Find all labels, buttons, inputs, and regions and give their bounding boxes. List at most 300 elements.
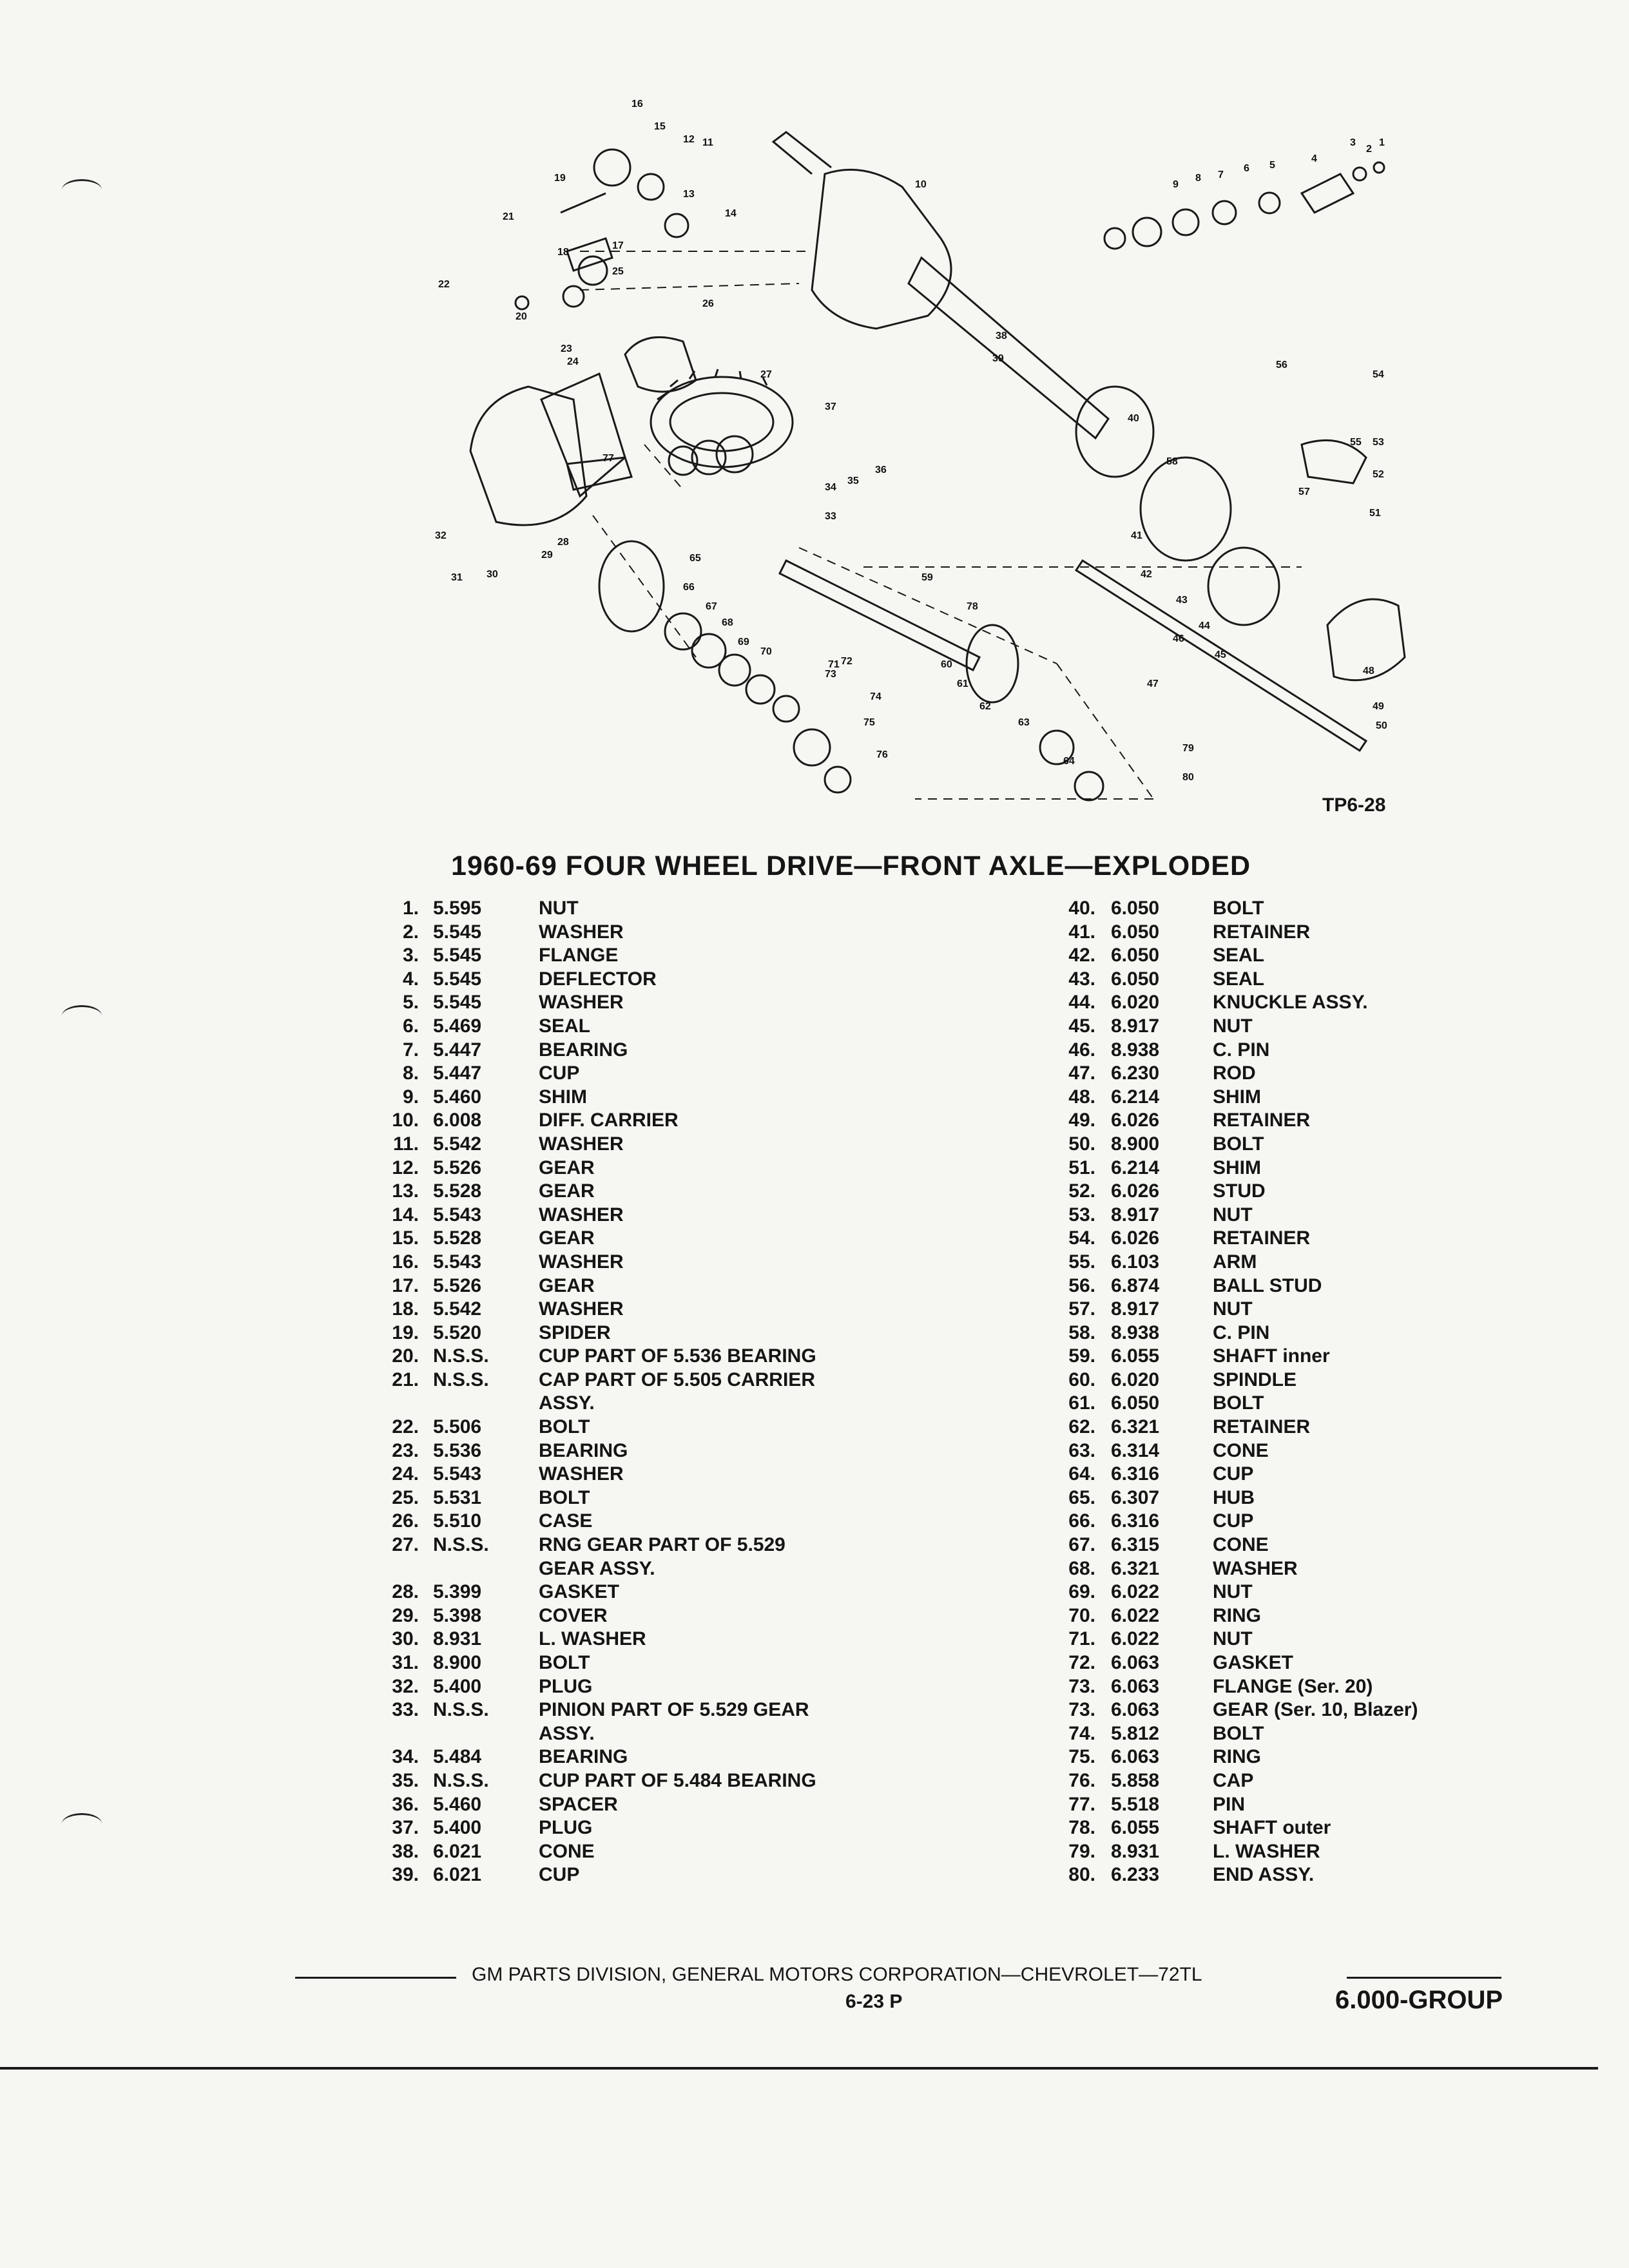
part-number: 22.	[392, 1416, 419, 1438]
callout-59: 59	[921, 572, 933, 583]
part-description: RETAINER	[1213, 1416, 1311, 1438]
callout-12: 12	[683, 134, 695, 145]
part-code: 6.316	[1111, 1463, 1160, 1485]
part-code: 6.022	[1111, 1581, 1160, 1603]
part-number: 38.	[392, 1840, 419, 1862]
part-description: CUP	[1213, 1463, 1254, 1485]
part-number: 42.	[1068, 945, 1095, 966]
callout-71: 71	[828, 659, 840, 670]
part-number: 28.	[392, 1581, 419, 1603]
part-description: BOLT	[1213, 1133, 1264, 1155]
part-description: SHIM	[1213, 1086, 1261, 1108]
part-code: 5.528	[433, 1227, 482, 1249]
callout-39: 39	[992, 353, 1004, 364]
part-code: 6.008	[433, 1110, 482, 1131]
part-number: 5.	[402, 992, 419, 1014]
part-description: SHAFT outer	[1213, 1817, 1331, 1839]
part-number: 29.	[392, 1604, 419, 1626]
callout-27: 27	[760, 369, 772, 380]
callout-46: 46	[1173, 633, 1184, 644]
part-number: 75.	[1068, 1746, 1095, 1768]
callout-35: 35	[847, 476, 859, 486]
axle-tube	[909, 258, 1108, 438]
part-description: BEARING	[539, 1039, 628, 1061]
callout-61: 61	[957, 678, 969, 689]
callout-32: 32	[435, 530, 447, 541]
part-code: 5.520	[433, 1321, 482, 1343]
part-code: 5.542	[433, 1133, 482, 1155]
footer-rule-right	[1347, 1977, 1501, 1979]
part-description: GEAR	[539, 1180, 595, 1202]
part-description: ASSY.	[539, 1722, 595, 1744]
part-code: 5.526	[433, 1157, 482, 1178]
part-number: 16.	[392, 1251, 419, 1273]
part-description: C. PIN	[1213, 1321, 1270, 1343]
part-description: FLANGE (Ser. 20)	[1213, 1675, 1373, 1697]
callout-56: 56	[1276, 360, 1287, 370]
part-code: 6.020	[1111, 1369, 1160, 1390]
part-code: 8.931	[433, 1628, 482, 1650]
callout-5: 5	[1269, 160, 1275, 171]
part-description: WASHER	[539, 1204, 624, 1225]
part-description: CASE	[539, 1510, 593, 1532]
part-description: NUT	[1213, 1204, 1253, 1225]
part-description: RING	[1213, 1746, 1261, 1768]
part-description: SHIM	[1213, 1157, 1261, 1178]
part-number: 11.	[392, 1133, 419, 1155]
part-description: CUP	[539, 1062, 580, 1084]
callout-2: 2	[1366, 144, 1372, 155]
part-number: 41.	[1068, 921, 1095, 943]
callout-23: 23	[561, 343, 572, 354]
part-code: 6.214	[1111, 1086, 1160, 1108]
part-number: 9.	[402, 1086, 419, 1108]
callout-77: 77	[602, 453, 614, 464]
spindle	[967, 625, 1018, 702]
part-code: 6.103	[1111, 1251, 1160, 1273]
part-code: 8.938	[1111, 1321, 1160, 1343]
part-code: 5.595	[433, 898, 482, 919]
part-description: WASHER	[539, 1298, 624, 1320]
part-code: 6.050	[1111, 921, 1160, 943]
callout-22: 22	[438, 279, 450, 290]
part-description: HUB	[1213, 1486, 1255, 1508]
part-code: 6.063	[1111, 1675, 1160, 1697]
part-code: 6.020	[1111, 992, 1160, 1014]
part-description: L. WASHER	[1213, 1840, 1320, 1862]
callout-54: 54	[1373, 369, 1384, 380]
part-description: RETAINER	[1213, 1227, 1311, 1249]
callout-3: 3	[1350, 137, 1356, 148]
part-description: NUT	[539, 898, 579, 919]
callout-65: 65	[689, 553, 701, 564]
part-description: ARM	[1213, 1251, 1257, 1273]
part-code: 5.542	[433, 1298, 482, 1320]
part-number: 19.	[392, 1321, 419, 1343]
part-number: 61.	[1068, 1392, 1095, 1414]
callout-11: 11	[702, 137, 713, 148]
part-description: GEAR	[539, 1274, 595, 1296]
part-code: 6.050	[1111, 898, 1160, 919]
callout-6: 6	[1244, 163, 1249, 174]
part-number: 43.	[1068, 968, 1095, 990]
part-description: BEARING	[539, 1746, 628, 1768]
part-description: GASKET	[539, 1581, 620, 1603]
callout-63: 63	[1018, 717, 1030, 728]
part-number: 21.	[392, 1369, 419, 1390]
part-code: 5.398	[433, 1604, 482, 1626]
part-number: 6.	[402, 1015, 419, 1037]
part-code: N.S.S.	[433, 1769, 489, 1791]
part-code: 6.230	[1111, 1062, 1160, 1084]
part-description: SPACER	[539, 1793, 618, 1815]
part-code: 5.399	[433, 1581, 482, 1603]
part-description: WASHER	[539, 992, 624, 1014]
part-code: 6.321	[1111, 1416, 1160, 1438]
part-description: PLUG	[539, 1675, 593, 1697]
part-description: RETAINER	[1213, 1110, 1311, 1131]
callout-49: 49	[1373, 701, 1384, 712]
part-number: 35.	[392, 1769, 419, 1791]
part-description: PINION PART OF 5.529 GEAR	[539, 1699, 809, 1721]
part-number: 59.	[1068, 1345, 1095, 1367]
callout-24: 24	[567, 356, 579, 367]
part-number: 69.	[1068, 1581, 1095, 1603]
page-number: 6-23 P	[845, 1991, 903, 2012]
part-code: 6.050	[1111, 1392, 1160, 1414]
part-code: 6.021	[433, 1864, 482, 1886]
callout-26: 26	[702, 298, 714, 309]
part-code: 6.063	[1111, 1652, 1160, 1673]
part-description: GEAR ASSY.	[539, 1557, 655, 1579]
part-code: 8.917	[1111, 1015, 1160, 1037]
part-code: 6.214	[1111, 1157, 1160, 1178]
callout-25: 25	[612, 266, 624, 277]
part-code: N.S.S.	[433, 1534, 489, 1556]
part-number: 47.	[1068, 1062, 1095, 1084]
part-description: CAP PART OF 5.505 CARRIER	[539, 1369, 815, 1390]
callout-70: 70	[760, 646, 772, 657]
part-description: DEFLECTOR	[539, 968, 657, 990]
part-number: 55.	[1068, 1251, 1095, 1273]
footer-division: GM PARTS DIVISION, GENERAL MOTORS CORPORATION—CHEVROLET—72TL	[472, 1964, 1202, 1985]
part-number: 71.	[1068, 1628, 1095, 1650]
part-number: 44.	[1068, 992, 1095, 1014]
part-code: 6.022	[1111, 1604, 1160, 1626]
part-number: 52.	[1068, 1180, 1095, 1202]
part-code: 6.021	[433, 1840, 482, 1862]
part-number: 67.	[1068, 1534, 1095, 1556]
part-description: WASHER	[539, 1463, 624, 1485]
part-number: 40.	[1068, 898, 1095, 919]
part-description: GEAR	[539, 1157, 595, 1178]
part-number: 80.	[1068, 1864, 1095, 1886]
part-description: CUP	[1213, 1510, 1254, 1532]
part-description: GEAR	[539, 1227, 595, 1249]
part-number: 58.	[1068, 1321, 1095, 1343]
part-code: N.S.S.	[433, 1369, 489, 1390]
part-code: 8.917	[1111, 1298, 1160, 1320]
part-description: PIN	[1213, 1793, 1246, 1815]
callout-51: 51	[1369, 508, 1381, 519]
binder-mark	[62, 1005, 102, 1026]
callout-62: 62	[979, 701, 991, 712]
part-description: SPINDLE	[1213, 1369, 1297, 1390]
part-code: N.S.S.	[433, 1699, 489, 1721]
callout-66: 66	[683, 582, 695, 593]
part-number: 45.	[1068, 1015, 1095, 1037]
part-description: L. WASHER	[539, 1628, 646, 1650]
callout-69: 69	[738, 637, 749, 648]
callout-75: 75	[863, 717, 875, 728]
bottom-rule	[0, 2067, 1598, 2070]
diff-carrier-housing	[812, 169, 951, 329]
part-number: 10.	[392, 1110, 419, 1131]
part-description: CONE	[1213, 1534, 1269, 1556]
callout-37: 37	[825, 401, 836, 412]
part-code: 6.050	[1111, 945, 1160, 966]
callout-50: 50	[1376, 720, 1387, 731]
part-code: 6.315	[1111, 1534, 1160, 1556]
part-code: 5.528	[433, 1180, 482, 1202]
part-code: 5.484	[433, 1746, 482, 1768]
callout-14: 14	[725, 208, 737, 219]
part-number: 37.	[392, 1817, 419, 1839]
part-description: SEAL	[1213, 945, 1265, 966]
part-code: 5.545	[433, 968, 482, 990]
callout-10: 10	[915, 179, 927, 190]
part-number: 26.	[392, 1510, 419, 1532]
part-code: 5.543	[433, 1204, 482, 1225]
callout-28: 28	[557, 537, 569, 548]
part-number: 60.	[1068, 1369, 1095, 1390]
part-code: 5.447	[433, 1039, 482, 1061]
part-code: 5.545	[433, 921, 482, 943]
part-description: END ASSY.	[1213, 1864, 1315, 1886]
part-number: 73.	[1068, 1675, 1095, 1697]
callout-17: 17	[612, 240, 624, 251]
part-number: 17.	[392, 1274, 419, 1296]
part-description: CUP PART OF 5.536 BEARING	[539, 1345, 816, 1367]
callout-80: 80	[1182, 772, 1194, 783]
part-description: WASHER	[539, 921, 624, 943]
part-description: BOLT	[539, 1486, 590, 1508]
callout-53: 53	[1373, 437, 1384, 448]
part-description: BOLT	[539, 1416, 590, 1438]
callout-30: 30	[487, 569, 498, 580]
part-code: 6.316	[1111, 1510, 1160, 1532]
part-description: DIFF. CARRIER	[539, 1110, 679, 1131]
part-number: 36.	[392, 1793, 419, 1815]
part-code: 6.063	[1111, 1746, 1160, 1768]
callout-52: 52	[1373, 469, 1384, 480]
part-code: 6.314	[1111, 1439, 1160, 1461]
cover	[470, 387, 586, 525]
callout-8: 8	[1195, 173, 1201, 184]
callout-67: 67	[706, 601, 717, 612]
part-number: 49.	[1068, 1110, 1095, 1131]
callout-72: 72	[841, 656, 853, 667]
callout-57: 57	[1298, 486, 1310, 497]
part-code: 5.545	[433, 945, 482, 966]
part-code: 6.026	[1111, 1110, 1160, 1131]
part-code: 5.543	[433, 1251, 482, 1273]
callout-18: 18	[557, 247, 569, 258]
part-description: SHAFT inner	[1213, 1345, 1330, 1367]
callout-4: 4	[1311, 153, 1317, 164]
callout-43: 43	[1176, 595, 1188, 606]
part-code: 8.938	[1111, 1039, 1160, 1061]
part-number: 2.	[402, 921, 419, 943]
part-code: 5.506	[433, 1416, 482, 1438]
part-number: 72.	[1068, 1652, 1095, 1673]
part-number: 73.	[1068, 1699, 1095, 1721]
callout-34: 34	[825, 482, 836, 493]
part-code: 5.460	[433, 1086, 482, 1108]
callout-31: 31	[451, 572, 463, 583]
part-number: 62.	[1068, 1416, 1095, 1438]
part-description: FLANGE	[539, 945, 619, 966]
callout-38: 38	[996, 331, 1007, 341]
part-description: SEAL	[539, 1015, 591, 1037]
part-number: 20.	[392, 1345, 419, 1367]
part-description: BALL STUD	[1213, 1274, 1322, 1296]
part-code: 5.812	[1111, 1722, 1160, 1744]
part-number: 76.	[1068, 1769, 1095, 1791]
part-code: 6.055	[1111, 1345, 1160, 1367]
part-description: PLUG	[539, 1817, 593, 1839]
callout-1: 1	[1379, 137, 1385, 148]
part-description: BEARING	[539, 1439, 628, 1461]
part-description: KNUCKLE ASSY.	[1213, 992, 1368, 1014]
part-code: 8.917	[1111, 1204, 1160, 1225]
callout-7: 7	[1218, 169, 1224, 180]
part-description: RETAINER	[1213, 921, 1311, 943]
part-code: N.S.S.	[433, 1345, 489, 1367]
part-number: 46.	[1068, 1039, 1095, 1061]
part-number: 32.	[392, 1675, 419, 1697]
part-description: STUD	[1213, 1180, 1266, 1202]
part-description: WASHER	[1213, 1557, 1298, 1579]
part-code: 6.307	[1111, 1486, 1160, 1508]
group-label: 6.000-GROUP	[1335, 1986, 1503, 2014]
part-description: GASKET	[1213, 1652, 1294, 1673]
part-description: SHIM	[539, 1086, 587, 1108]
callout-44: 44	[1199, 620, 1210, 631]
part-number: 1.	[402, 898, 419, 919]
part-code: 6.050	[1111, 968, 1160, 990]
part-description: C. PIN	[1213, 1039, 1270, 1061]
part-code: 5.526	[433, 1274, 482, 1296]
callout-60: 60	[941, 659, 952, 670]
part-description: WASHER	[539, 1133, 624, 1155]
callout-74: 74	[870, 691, 882, 702]
part-number: 8.	[402, 1062, 419, 1084]
part-description: CUP PART OF 5.484 BEARING	[539, 1769, 816, 1791]
binder-mark	[62, 1813, 102, 1834]
part-description: ROD	[1213, 1062, 1256, 1084]
part-number: 39.	[392, 1864, 419, 1886]
part-description: BOLT	[1213, 1722, 1264, 1744]
part-number: 79.	[1068, 1840, 1095, 1862]
part-code: 5.460	[433, 1793, 482, 1815]
part-number: 53.	[1068, 1204, 1095, 1225]
footer-rule-left	[295, 1977, 456, 1979]
callout-41: 41	[1131, 530, 1142, 541]
part-code: 5.536	[433, 1439, 482, 1461]
part-description: BOLT	[1213, 1392, 1264, 1414]
part-description: CONE	[539, 1840, 595, 1862]
part-code: 8.900	[433, 1652, 482, 1673]
part-code: 5.469	[433, 1015, 482, 1037]
part-number: 50.	[1068, 1133, 1095, 1155]
part-number: 27.	[392, 1534, 419, 1556]
part-number: 15.	[392, 1227, 419, 1249]
part-number: 25.	[392, 1486, 419, 1508]
part-number: 56.	[1068, 1274, 1095, 1296]
callout-79: 79	[1182, 743, 1194, 754]
part-number: 34.	[392, 1746, 419, 1768]
callout-68: 68	[722, 617, 733, 628]
callout-21: 21	[503, 211, 514, 222]
part-code: 6.022	[1111, 1628, 1160, 1650]
callout-73: 73	[825, 669, 836, 680]
part-description: RNG GEAR PART OF 5.529	[539, 1534, 786, 1556]
callout-76: 76	[876, 749, 888, 760]
callout-64: 64	[1063, 756, 1075, 767]
part-code: 6.026	[1111, 1227, 1160, 1249]
part-number: 24.	[392, 1463, 419, 1485]
part-description: CAP	[1213, 1769, 1254, 1791]
part-number: 51.	[1068, 1157, 1095, 1178]
callout-42: 42	[1141, 569, 1152, 580]
part-description: NUT	[1213, 1298, 1253, 1320]
callout-20: 20	[516, 311, 527, 322]
callout-40: 40	[1128, 413, 1139, 424]
part-code: 6.026	[1111, 1180, 1160, 1202]
callout-29: 29	[541, 550, 553, 561]
part-description: WASHER	[539, 1251, 624, 1273]
part-code: 8.931	[1111, 1840, 1160, 1862]
callout-36: 36	[875, 465, 887, 476]
callout-9: 9	[1173, 179, 1179, 190]
hub	[599, 541, 664, 631]
callout-16: 16	[631, 99, 643, 110]
part-number: 12.	[392, 1157, 419, 1178]
axle-tube-left	[773, 132, 831, 174]
part-description: RING	[1213, 1604, 1261, 1626]
part-number: 31.	[392, 1652, 419, 1673]
part-code: 5.400	[433, 1675, 482, 1697]
inner-shaft	[780, 561, 979, 670]
part-description: ASSY.	[539, 1392, 595, 1414]
part-code: 5.545	[433, 992, 482, 1014]
part-description: CUP	[539, 1864, 580, 1886]
part-description: NUT	[1213, 1628, 1253, 1650]
part-description: COVER	[539, 1604, 608, 1626]
part-number: 66.	[1068, 1510, 1095, 1532]
callout-15: 15	[654, 121, 666, 132]
callout-55: 55	[1350, 437, 1362, 448]
callout-58: 58	[1166, 456, 1178, 467]
callout-78: 78	[967, 601, 978, 612]
part-number: 33.	[392, 1699, 419, 1721]
part-number: 18.	[392, 1298, 419, 1320]
part-number: 68.	[1068, 1557, 1095, 1579]
part-number: 54.	[1068, 1227, 1095, 1249]
part-description: NUT	[1213, 1015, 1253, 1037]
page-title: 1960-69 FOUR WHEEL DRIVE—FRONT AXLE—EXPLODED	[451, 850, 1251, 881]
